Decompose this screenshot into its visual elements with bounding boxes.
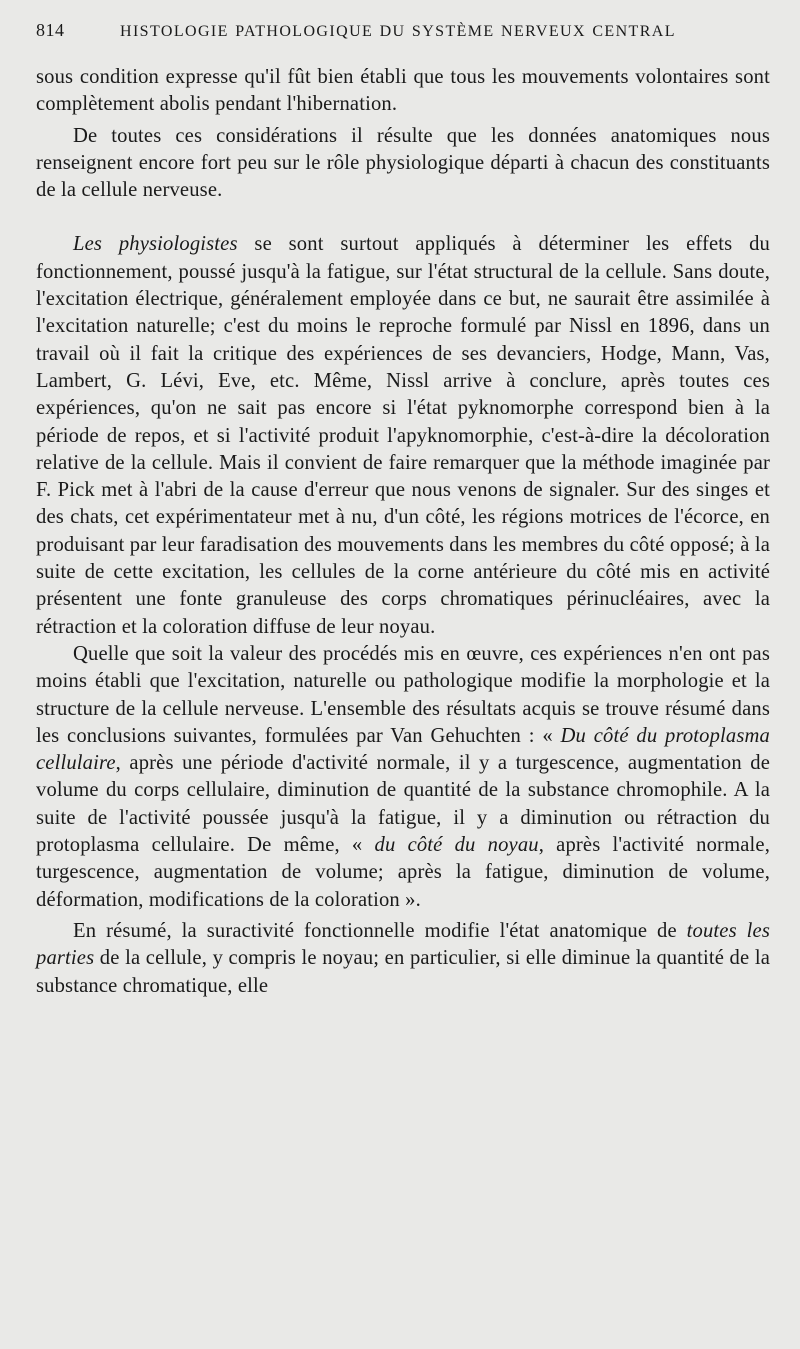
page-number: 814 bbox=[36, 20, 65, 40]
paragraph-4-text-c: , après l'activité normale, turgescence, augmentation de volume; après la fatigue, diminution de volume, déformation, modifications de la coloration ». bbox=[36, 834, 770, 911]
paragraph-5-italic-a: toutes les parties bbox=[36, 919, 770, 970]
paragraph-2 bbox=[36, 123, 770, 205]
section-gap bbox=[36, 204, 770, 231]
paragraph-4-text-a: Quelle que soit la valeur des procédés mis en œuvre, ces expériences n'en ont pas moins établi que l'excitation, naturelle ou pathologique modifie la morphologie et la structure de la cellule nerveuse. L'ensemble des résultats acquis se trouve résumé dans les conclusions suivantes, formulées par Van Gehuchten : « bbox=[36, 642, 770, 747]
paragraph-4-text-b: , après une période d'activité normale, il y a turgescence, augmentation de volume du corps cellulaire, diminution de quantité de la substance chromophile. A la suite de l'activité poussée jusqu'à la fatigue, il y a diminution ou rétraction du protoplasma cellulaire. De même, « bbox=[36, 752, 770, 857]
running-head bbox=[36, 20, 770, 64]
running-title: HISTOLOGIE PATHOLOGIQUE DU SYSTÈME NERVEUX CENTRAL bbox=[120, 23, 676, 40]
paragraph-3-text: se sont surtout appliqués à déterminer les effets du fonctionnement, poussé jusqu'à la fatigue, sur l'état structural de la cellule. Sans doute, l'excitation électrique, généralement employée dans ce but, ne saurait être assimilée à l'excitation naturelle; c'est du moins le reproche formulé par Nissl en 1896, dans un travail où il fait la critique des expériences de ses devanciers, Hodge, Mann, Vas, Lambert, G. Lévi, Eve, etc. Même, Nissl arrive à conclure, après toutes ces expériences, qu'on ne sait pas encore si l'état pyknomorphe correspond bien à la période de repos, et si l'activité produit l'apyknomorphie, c'est-à-dire la décoloration relative de la cellule. Mais il convient de faire remarquer que la méthode imaginée par F. Pick met à l'abri de la cause d'erreur que nous venons de signaler. Sur des singes et des chats, cet expérimentateur met à nu, d'un côté, les régions motrices de l'écorce, en produisant par leur faradisation des mouvements dans les membres du côté opposé; à la suite de cette excitation, les cellules de la corne antérieure du côté mis en activité présentent une fonte granuleuse des corps chromatiques périnucléaires, avec la rétraction et la coloration diffuse de leur noyau. bbox=[36, 233, 770, 638]
body-text bbox=[36, 64, 770, 1000]
paragraph-1-text: sous condition expresse qu'il fût bien établi que tous les mouvements volontaires sont complètement abolis pendant l'hibernation. bbox=[36, 66, 770, 116]
paragraph-4 bbox=[36, 641, 770, 914]
paragraph-3-lead: Les physiologistes bbox=[73, 233, 238, 256]
paragraph-5-text-a: En résumé, la suractivité fonctionnelle modifie l'état anatomique de bbox=[73, 919, 687, 942]
paragraph-4-italic-b: du côté du noyau bbox=[374, 834, 539, 857]
paragraph-5-text-b: de la cellule, y compris le noyau; en particulier, si elle diminue la quantité de la substance chromatique, elle bbox=[36, 947, 770, 997]
paragraph-3 bbox=[36, 231, 770, 640]
paragraph-2-text: De toutes ces considérations il résulte que les données anatomiques nous renseignent encore fort peu sur le rôle physiologique départi à chacun des constituants de la cellule nerveuse. bbox=[36, 124, 770, 202]
paragraph-5 bbox=[36, 918, 770, 1000]
paragraph-1 bbox=[36, 64, 770, 119]
paragraph-4-italic-a: Du côté du protoplasma cellulaire bbox=[36, 724, 771, 775]
